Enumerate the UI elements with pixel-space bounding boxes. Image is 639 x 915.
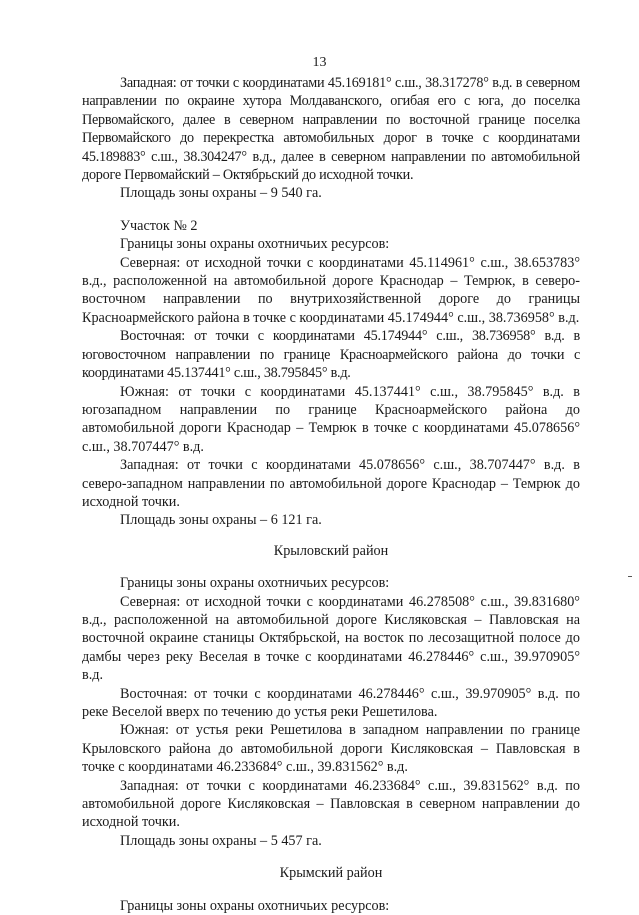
page-number: 13 xyxy=(312,55,327,70)
district-heading-krymsky: Крымский район xyxy=(279,865,383,882)
paragraph-area-2: Площадь зоны охраны – 6 121 га. xyxy=(120,512,322,529)
document-body xyxy=(82,74,580,915)
paragraph-area-3: Площадь зоны охраны – 5 457 га. xyxy=(120,832,322,849)
paragraph-northern-boundary-2: Северная: от исходной точки с координатами 46.278508° с.ш., 39.831680° в.д., расположенной на автомобильной дороге Кисляковская – Павловская на восточной окраине станицы Октябрьской, на восток по лесозащитной полосе до дамбы через реку Веселая в точке с координатами 46.278446° с.ш., 39.970905° в.д. xyxy=(82,593,580,684)
paragraph-northern-boundary-1: Северная: от исходной точки с координатами 45.114961° с.ш., 38.653783° в.д., расположенной на автомобильной дороге Краснодар – Темрюк, в северо-восточном направлении по внутрихозяйственной дороге до границы Красноармейского района в точке с координатами 45.174944° с.ш., 38.736958° в.д. xyxy=(82,254,580,326)
paragraph-area-1: Площадь зоны охраны – 9 540 га. xyxy=(120,185,322,202)
paragraph-boundaries-intro-3: Границы зоны охраны охотничьих ресурсов: xyxy=(120,897,390,914)
paragraph-eastern-boundary-1: Восточная: от точки с координатами 45.174944° с.ш., 38.736958° в.д. в юговосточном направлении по границе Красноармейского района до точки с координатами 45.137441° с.ш., 38.795845° в.д. xyxy=(82,328,580,382)
paragraph-western-boundary-1: Западная: от точки с координатами 45.169181° с.ш., 38.317278° в.д. в северном направлении по окраине хутора Молдаванского, огибая его с юга, до поселка Первомайского, далее в северном направлении по восточной границе поселка Первомайского до перекрестка автомобильных дорог в точке с координатами 45.189883° с.ш., 38.304247° в.д., далее в северном направлении по автомобильной дороге Первомайский – Октябрьский до исходной точки. xyxy=(82,75,580,184)
paragraph-southern-boundary-1: Южная: от точки с координатами 45.137441° с.ш., 38.795845° в.д. в югозападном направлении по границе Красноармейского района до автомобильной дороги Краснодар – Темрюк в точке с координатами 45.078656° с.ш., 38.707447° в.д. xyxy=(82,383,580,455)
paragraph-western-boundary-3: Западная: от точки с координатами 46.233684° с.ш., 39.831562° в.д. по автомобильной дороге Кисляковская – Павловская в северном направлении до исходной точки. xyxy=(82,777,580,831)
section-heading-plot-2: Участок № 2 xyxy=(120,217,198,234)
paragraph-boundaries-intro-2: Границы зоны охраны охотничьих ресурсов: xyxy=(120,575,390,592)
margin-mark xyxy=(628,576,632,577)
paragraph-southern-boundary-2: Южная: от устья реки Решетилова в западном направлении по границе Крыловского района до автомобильной дороги Кисляковская – Павловская в точке с координатами 46.233684° с.ш., 39.831562° в.д. xyxy=(82,722,580,776)
paragraph-boundaries-intro-1: Границы зоны охраны охотничьих ресурсов: xyxy=(120,236,390,253)
paragraph-western-boundary-2: Западная: от точки с координатами 45.078656° с.ш., 38.707447° в.д. в северо-западном направлении по автомобильной дороге Краснодар – Темрюк до исходной точки. xyxy=(82,457,580,510)
district-heading-krylovsky: Крыловский район xyxy=(273,542,389,559)
paragraph-eastern-boundary-2: Восточная: от точки с координатами 46.278446° с.ш., 39.970905° в.д. по реке Веселой вверх по течению до устья реки Решетилова. xyxy=(82,685,580,720)
